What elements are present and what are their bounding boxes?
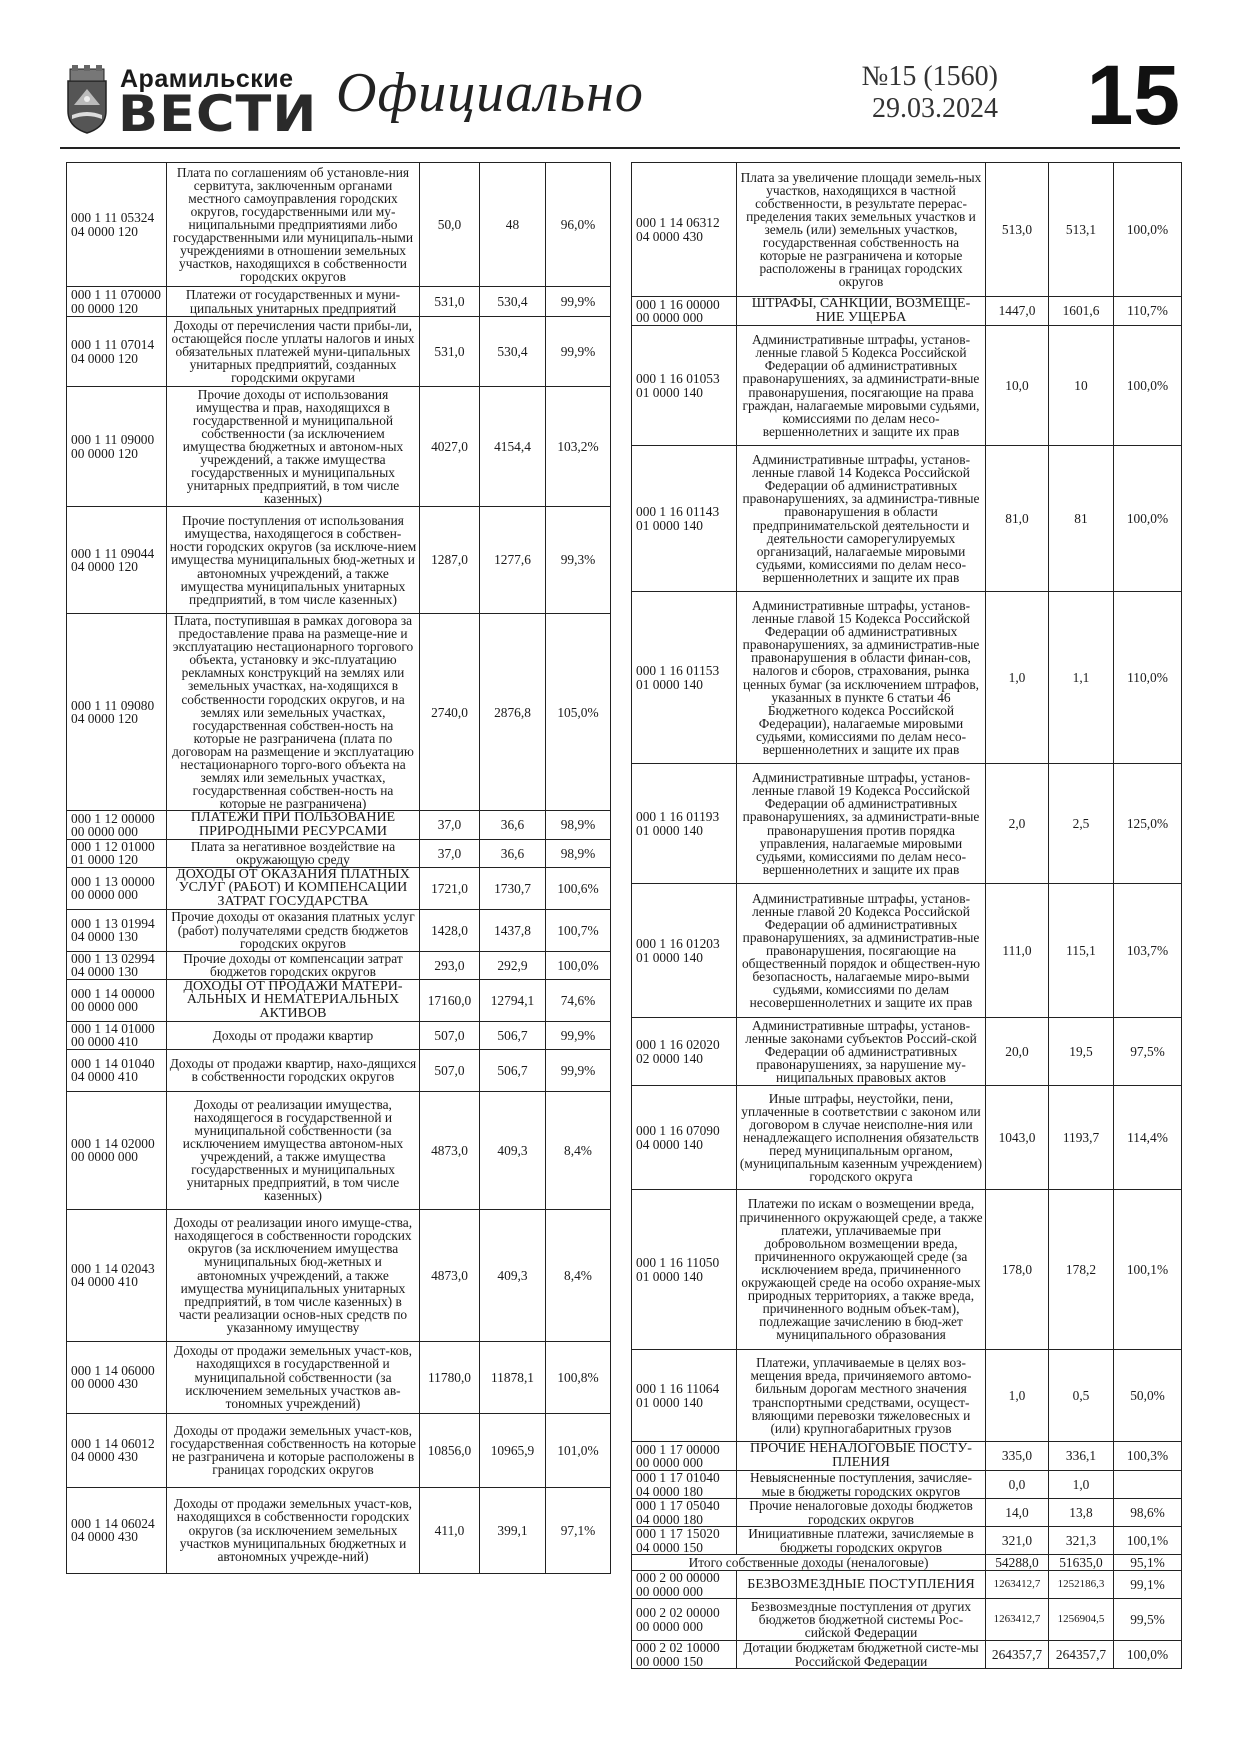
- execution-percent: 100,3%: [1114, 1442, 1182, 1471]
- table-row: [67, 507, 611, 614]
- budget-code: 000 1 17 00000 00 0000 000: [632, 1442, 737, 1471]
- table-row: [632, 764, 1182, 884]
- budget-code: 000 2 02 00000 00 0000 000: [632, 1599, 737, 1641]
- table-row: [67, 387, 611, 507]
- actual-amount: 1730,7: [480, 867, 546, 909]
- table-row: [632, 592, 1182, 764]
- budget-code: 000 1 16 01193 01 0000 140: [632, 764, 737, 884]
- revenue-description: Административные штрафы, установ-ленные законами субъектов Россий-ской Федерации об административных правонарушениях, за нарушение му-ниципальных правовых актов: [737, 1018, 986, 1086]
- table-row: [67, 1413, 611, 1487]
- planned-amount: 513,0: [986, 163, 1049, 297]
- execution-percent: 97,5%: [1114, 1018, 1182, 1086]
- header-divider: [60, 147, 1180, 149]
- revenue-description: Доходы от продажи квартир: [167, 1021, 420, 1049]
- planned-amount: 1428,0: [420, 909, 480, 951]
- revenue-description: ШТРАФЫ, САНКЦИИ, ВОЗМЕЩЕ-НИЕ УЩЕРБА: [737, 297, 986, 326]
- table-row: [67, 839, 611, 867]
- budget-code: 000 1 11 09080 04 0000 120: [67, 614, 167, 811]
- budget-code: 000 1 17 15020 04 0000 150: [632, 1527, 737, 1555]
- revenue-description: Инициативные платежи, зачисляемые в бюджеты городских округов: [737, 1527, 986, 1555]
- planned-amount: 1263412,7: [986, 1571, 1049, 1599]
- table-row: [67, 614, 611, 811]
- revenue-description: Административные штрафы, установ-ленные главой 5 Кодекса Российской Федерации об административных правонарушениях, за администрати-вные правонарушения, посягающие на права граждан, налагаемые мировыми судьями, комиссиями по делам несо-вершеннолетних и защите их прав: [737, 326, 986, 446]
- table-row: [67, 287, 611, 317]
- revenue-description: ПРОЧИЕ НЕНАЛОГОВЫЕ ПОСТУ-ПЛЕНИЯ: [737, 1442, 986, 1471]
- table-row: [67, 1091, 611, 1209]
- table-row: [67, 1021, 611, 1049]
- revenue-description: Доходы от перечисления части прибы-ли, остающейся после уплаты налогов и иных обязательных платежей муни-ципальных унитарных предприятий, созданных городскими округами: [167, 317, 420, 387]
- actual-amount: 2876,8: [480, 614, 546, 811]
- budget-code: 000 1 14 06024 04 0000 430: [67, 1487, 167, 1573]
- budget-code: 000 1 16 01203 01 0000 140: [632, 884, 737, 1018]
- execution-percent: 98,9%: [546, 839, 611, 867]
- budget-code: 000 1 12 01000 01 0000 120: [67, 839, 167, 867]
- budget-code: 000 1 17 05040 04 0000 180: [632, 1499, 737, 1527]
- revenue-description: Доходы от продажи земельных участ-ков, находящихся в собственности городских округов (за исключением земельных участков муниципальных бюджетных и автономных учрежде-ний): [167, 1487, 420, 1573]
- planned-amount: 54288,0: [986, 1555, 1049, 1571]
- planned-amount: 1,0: [986, 1350, 1049, 1442]
- actual-amount: 10965,9: [480, 1413, 546, 1487]
- budget-code: 000 1 11 09044 04 0000 120: [67, 507, 167, 614]
- table-row: [67, 951, 611, 979]
- revenue-description: Доходы от продажи квартир, нахо-дящихся в собственности городских округов: [167, 1049, 420, 1091]
- revenue-description: ДОХОДЫ ОТ ПРОДАЖИ МАТЕРИ-АЛЬНЫХ И НЕМАТЕРИАЛЬНЫХ АКТИВОВ: [167, 979, 420, 1021]
- table-row: [67, 867, 611, 909]
- planned-amount: 1287,0: [420, 507, 480, 614]
- actual-amount: 19,5: [1049, 1018, 1114, 1086]
- actual-amount: 178,2: [1049, 1190, 1114, 1350]
- revenue-description: Административные штрафы, установ-ленные главой 20 Кодекса Российской Федерации об административных правонарушениях, за административ-ные правонарушения, посягающие на общественный порядок и обществен-ную безопасность, налагаемые миро-выми судьями, комиссиями по делам несовершеннолетних и защите их прав: [737, 884, 986, 1018]
- planned-amount: 531,0: [420, 287, 480, 317]
- planned-amount: 11780,0: [420, 1341, 480, 1413]
- revenue-description: Доходы от продажи земельных участ-ков, государственная собственность на которые не разграничена и которые расположены в границах городских округов: [167, 1413, 420, 1487]
- budget-code: 000 1 14 02000 00 0000 000: [67, 1091, 167, 1209]
- actual-amount: 12794,1: [480, 979, 546, 1021]
- budget-code: 000 1 13 01994 04 0000 130: [67, 909, 167, 951]
- execution-percent: 99,9%: [546, 317, 611, 387]
- total-label: Итого собственные доходы (неналоговые): [632, 1555, 986, 1571]
- table-row: [632, 1018, 1182, 1086]
- budget-code: 000 1 16 00000 00 0000 000: [632, 297, 737, 326]
- issue-date: 29.03.2024: [872, 93, 998, 124]
- actual-amount: 409,3: [480, 1209, 546, 1341]
- planned-amount: 1263412,7: [986, 1599, 1049, 1641]
- actual-amount: 0,5: [1049, 1350, 1114, 1442]
- execution-percent: 100,1%: [1114, 1527, 1182, 1555]
- actual-amount: 336,1: [1049, 1442, 1114, 1471]
- execution-percent: 99,9%: [546, 287, 611, 317]
- revenue-description: Безвозмездные поступления от других бюджетов бюджетной системы Рос-сийской Федерации: [737, 1599, 986, 1641]
- actual-amount: 1252186,3: [1049, 1571, 1114, 1599]
- execution-percent: 114,4%: [1114, 1086, 1182, 1190]
- actual-amount: 530,4: [480, 287, 546, 317]
- table-row: [632, 1499, 1182, 1527]
- table-row: [67, 1209, 611, 1341]
- revenue-description: Иные штрафы, неустойки, пени, уплаченные в соответствии с законом или договором в случае неисполне-ния или ненадлежащего исполнения обязательств перед муниципальным органом, (муниципальным казенным учреждением) городского округа: [737, 1086, 986, 1190]
- table-row: [67, 1049, 611, 1091]
- planned-amount: 264357,7: [986, 1641, 1049, 1669]
- revenue-description: Плата по соглашениям об установле-ния сервитута, заключенным органами местного самоуправления городских округов, государственными или му-ниципальными предприятиями либо государственными или муниципаль-ными учреждениями в отношении земельных участков, находящихся в собственности городских округов: [167, 163, 420, 287]
- actual-amount: 292,9: [480, 951, 546, 979]
- execution-percent: 100,7%: [546, 909, 611, 951]
- actual-amount: 4154,4: [480, 387, 546, 507]
- budget-code: 000 1 14 01000 00 0000 410: [67, 1021, 167, 1049]
- planned-amount: 2,0: [986, 764, 1049, 884]
- table-row: [632, 446, 1182, 592]
- table-row: [632, 1571, 1182, 1599]
- actual-amount: 264357,7: [1049, 1641, 1114, 1669]
- execution-percent: 99,1%: [1114, 1571, 1182, 1599]
- table-row: [67, 909, 611, 951]
- budget-code: 000 1 16 11064 01 0000 140: [632, 1350, 737, 1442]
- execution-percent: 96,0%: [546, 163, 611, 287]
- execution-percent: 110,0%: [1114, 592, 1182, 764]
- planned-amount: 293,0: [420, 951, 480, 979]
- planned-amount: 1447,0: [986, 297, 1049, 326]
- table-row: [67, 811, 611, 839]
- revenue-description: ДОХОДЫ ОТ ОКАЗАНИЯ ПЛАТНЫХ УСЛУГ (РАБОТ) И КОМПЕНСАЦИИ ЗАТРАТ ГОСУДАРСТВА: [167, 867, 420, 909]
- planned-amount: 14,0: [986, 1499, 1049, 1527]
- planned-amount: 4873,0: [420, 1091, 480, 1209]
- planned-amount: 0,0: [986, 1471, 1049, 1499]
- table-row: [632, 1086, 1182, 1190]
- budget-code: 000 1 11 07014 04 0000 120: [67, 317, 167, 387]
- table-row: [67, 979, 611, 1021]
- budget-code: 000 1 14 02043 04 0000 410: [67, 1209, 167, 1341]
- actual-amount: 321,3: [1049, 1527, 1114, 1555]
- actual-amount: 11878,1: [480, 1341, 546, 1413]
- actual-amount: 36,6: [480, 811, 546, 839]
- planned-amount: 1721,0: [420, 867, 480, 909]
- table-row: [632, 1442, 1182, 1471]
- actual-amount: 399,1: [480, 1487, 546, 1573]
- execution-percent: 99,3%: [546, 507, 611, 614]
- table-row: [632, 1190, 1182, 1350]
- actual-amount: 13,8: [1049, 1499, 1114, 1527]
- budget-code: 000 1 14 06000 00 0000 430: [67, 1341, 167, 1413]
- table-row: [67, 317, 611, 387]
- execution-percent: 110,7%: [1114, 297, 1182, 326]
- revenue-description: Плата за увеличение площади земель-ных участков, находящихся в частной собственности, в результате перерас-пределения таких земельных участков и земель (или) земельных участков, государственная собственность на которые не разграничена и которые расположены в границах городских округов: [737, 163, 986, 297]
- coat-of-arms-icon: [64, 65, 110, 135]
- actual-amount: 1193,7: [1049, 1086, 1114, 1190]
- execution-percent: 98,6%: [1114, 1499, 1182, 1527]
- planned-amount: 4873,0: [420, 1209, 480, 1341]
- revenue-description: Дотации бюджетам бюджетной систе-мы Российской Федерации: [737, 1641, 986, 1669]
- revenue-description: Прочие доходы от оказания платных услуг (работ) получателями средств бюджетов городских округов: [167, 909, 420, 951]
- logo-main-text: ВЕСТИ: [118, 85, 318, 143]
- planned-amount: 17160,0: [420, 979, 480, 1021]
- revenue-description: Плата за негативное воздействие на окружающую среду: [167, 839, 420, 867]
- execution-percent: 74,6%: [546, 979, 611, 1021]
- revenue-description: ПЛАТЕЖИ ПРИ ПОЛЬЗОВАНИЕ ПРИРОДНЫМИ РЕСУРСАМИ: [167, 811, 420, 839]
- revenue-description: Невыясненные поступления, зачисляе-мые в бюджеты городских округов: [737, 1471, 986, 1499]
- execution-percent: 103,7%: [1114, 884, 1182, 1018]
- actual-amount: 1,0: [1049, 1471, 1114, 1499]
- revenue-description: Платежи, уплачиваемые в целях воз-мещения вреда, причиняемого автомо-бильным дорогам местного значения транспортными средствами, осущест-вляющими перевозки тяжеловесных и (или) крупногабаритных грузов: [737, 1350, 986, 1442]
- budget-code: 000 2 00 00000 00 0000 000: [632, 1571, 737, 1599]
- execution-percent: [1114, 1471, 1182, 1499]
- revenue-description: Доходы от реализации имущества, находящегося в государственной и муниципальной собственности (за исключением имущества автоном-ных учреждений, а также имущества государственных и муниципальных унитарных предприятий, в том числе казенных): [167, 1091, 420, 1209]
- issue-number: №15 (1560): [861, 61, 998, 92]
- actual-amount: 10: [1049, 326, 1114, 446]
- budget-code: 000 1 16 01153 01 0000 140: [632, 592, 737, 764]
- revenue-description: Платежи от государственных и муни-ципальных унитарных предприятий: [167, 287, 420, 317]
- execution-percent: 100,0%: [1114, 1641, 1182, 1669]
- planned-amount: 411,0: [420, 1487, 480, 1573]
- budget-code: 000 1 16 01053 01 0000 140: [632, 326, 737, 446]
- table-row: [67, 163, 611, 287]
- actual-amount: 513,1: [1049, 163, 1114, 297]
- execution-percent: 8,4%: [546, 1091, 611, 1209]
- execution-percent: 99,5%: [1114, 1599, 1182, 1641]
- table-row: [632, 1350, 1182, 1442]
- actual-amount: 1,1: [1049, 592, 1114, 764]
- budget-code: 000 1 11 09000 00 0000 120: [67, 387, 167, 507]
- revenue-description: БЕЗВОЗМЕЗДНЫЕ ПОСТУПЛЕНИЯ: [737, 1571, 986, 1599]
- actual-amount: 1601,6: [1049, 297, 1114, 326]
- revenue-description: Доходы от реализации иного имуще-ства, находящегося в собственности городских округов (за исключением имущества муниципальных бюд-жетных и автономных учреждений, а также имущества муниципальных унитарных предприятий, в том числе казенных) в части реализации основ-ных средств по указанному имуществу: [167, 1209, 420, 1341]
- execution-percent: 95,1%: [1114, 1555, 1182, 1571]
- table-total-row: [632, 1555, 1182, 1571]
- revenue-description: Доходы от продажи земельных участ-ков, находящихся в государственной и муниципальной собственности (за исключением земельных участков ав-тономных учреждений): [167, 1341, 420, 1413]
- revenue-table-left: [66, 162, 611, 1574]
- budget-code: 000 1 11 070000 00 0000 120: [67, 287, 167, 317]
- actual-amount: 506,7: [480, 1021, 546, 1049]
- actual-amount: 409,3: [480, 1091, 546, 1209]
- budget-code: 000 1 14 00000 00 0000 000: [67, 979, 167, 1021]
- planned-amount: 37,0: [420, 811, 480, 839]
- planned-amount: 81,0: [986, 446, 1049, 592]
- actual-amount: 81: [1049, 446, 1114, 592]
- execution-percent: 100,0%: [1114, 163, 1182, 297]
- execution-percent: 50,0%: [1114, 1350, 1182, 1442]
- planned-amount: 1,0: [986, 592, 1049, 764]
- execution-percent: 97,1%: [546, 1487, 611, 1573]
- budget-code: 000 1 11 05324 04 0000 120: [67, 163, 167, 287]
- actual-amount: 1256904,5: [1049, 1599, 1114, 1641]
- budget-code: 000 1 16 01143 01 0000 140: [632, 446, 737, 592]
- planned-amount: 37,0: [420, 839, 480, 867]
- planned-amount: 321,0: [986, 1527, 1049, 1555]
- execution-percent: 100,6%: [546, 867, 611, 909]
- budget-code: 000 1 16 11050 01 0000 140: [632, 1190, 737, 1350]
- budget-code: 000 1 16 02020 02 0000 140: [632, 1018, 737, 1086]
- planned-amount: 111,0: [986, 884, 1049, 1018]
- revenue-description: Административные штрафы, установ-ленные главой 15 Кодекса Российской Федерации об административных правонарушениях, за административ-ные правонарушения в области финан-сов, налогов и сборов, страхования, рынка ценных бумаг (за исключением штрафов, указанных в пункте 6 статьи 46 Бюджетного кодекса Российской Федерации), налагаемые мировыми судьями, комиссиями по делам несо-вершеннолетних и защите их прав: [737, 592, 986, 764]
- execution-percent: 100,1%: [1114, 1190, 1182, 1350]
- table-row: [632, 163, 1182, 297]
- actual-amount: 506,7: [480, 1049, 546, 1091]
- execution-percent: 125,0%: [1114, 764, 1182, 884]
- table-row: [632, 326, 1182, 446]
- planned-amount: 4027,0: [420, 387, 480, 507]
- budget-code: 000 2 02 10000 00 0000 150: [632, 1641, 737, 1669]
- budget-code: 000 1 12 00000 00 0000 000: [67, 811, 167, 839]
- revenue-description: Платежи по искам о возмещении вреда, причиненного окружающей среде, а также платежи, уплачиваемые при добровольном возмещении вреда, причиненного окружающей среде (за исключением вреда, причиненного окружающей среде на особо охраняе-мых природных территориях, а также вреда, причиненного водным объек-там), подлежащие зачислению в бюд-жет муниципального образования: [737, 1190, 986, 1350]
- execution-percent: 101,0%: [546, 1413, 611, 1487]
- planned-amount: 335,0: [986, 1442, 1049, 1471]
- budget-code: 000 1 17 01040 04 0000 180: [632, 1471, 737, 1499]
- revenue-description: Прочие доходы от компенсации затрат бюджетов городских округов: [167, 951, 420, 979]
- table-row: [632, 297, 1182, 326]
- page-number: 15: [1086, 48, 1180, 142]
- budget-code: 000 1 16 07090 04 0000 140: [632, 1086, 737, 1190]
- newspaper-logo: [60, 61, 318, 143]
- table-row: [632, 1599, 1182, 1641]
- revenue-description: Прочие доходы от использования имущества и прав, находящихся в государственной и муниципальной собственности (за исключением имущества бюджетных и автоном-ных учреждений, а также имущества государственных и муниципальных унитарных предприятий, в том числе казенных): [167, 387, 420, 507]
- revenue-description: Административные штрафы, установ-ленные главой 19 Кодекса Российской Федерации об административных правонарушениях, за администрати-вные правонарушения против порядка управления, налагаемые мировыми судьями, комиссиями по делам несо-вершеннолетних и защите их прав: [737, 764, 986, 884]
- table-row: [67, 1487, 611, 1573]
- masthead: [60, 48, 1180, 145]
- planned-amount: 10,0: [986, 326, 1049, 446]
- logo-top-text: Арамильские: [120, 65, 294, 93]
- planned-amount: 10856,0: [420, 1413, 480, 1487]
- actual-amount: 530,4: [480, 317, 546, 387]
- planned-amount: 178,0: [986, 1190, 1049, 1350]
- execution-percent: 100,0%: [1114, 326, 1182, 446]
- budget-code: 000 1 14 01040 04 0000 410: [67, 1049, 167, 1091]
- right-column: [631, 162, 1181, 1669]
- budget-code: 000 1 14 06012 04 0000 430: [67, 1413, 167, 1487]
- execution-percent: 98,9%: [546, 811, 611, 839]
- execution-percent: 99,9%: [546, 1049, 611, 1091]
- left-column: [66, 162, 610, 1574]
- execution-percent: 99,9%: [546, 1021, 611, 1049]
- section-title: Официально: [336, 62, 644, 124]
- planned-amount: 507,0: [420, 1021, 480, 1049]
- planned-amount: 531,0: [420, 317, 480, 387]
- planned-amount: 507,0: [420, 1049, 480, 1091]
- actual-amount: 115,1: [1049, 884, 1114, 1018]
- planned-amount: 20,0: [986, 1018, 1049, 1086]
- execution-percent: 100,0%: [546, 951, 611, 979]
- actual-amount: 51635,0: [1049, 1555, 1114, 1571]
- budget-code: 000 1 13 02994 04 0000 130: [67, 951, 167, 979]
- actual-amount: 36,6: [480, 839, 546, 867]
- actual-amount: 2,5: [1049, 764, 1114, 884]
- table-row: [632, 1527, 1182, 1555]
- planned-amount: 1043,0: [986, 1086, 1049, 1190]
- revenue-description: Прочие неналоговые доходы бюджетов городских округов: [737, 1499, 986, 1527]
- execution-percent: 100,8%: [546, 1341, 611, 1413]
- budget-code: 000 1 14 06312 04 0000 430: [632, 163, 737, 297]
- revenue-table-right: [631, 162, 1182, 1669]
- issue-info: [862, 61, 998, 125]
- execution-percent: 100,0%: [1114, 446, 1182, 592]
- planned-amount: 50,0: [420, 163, 480, 287]
- budget-code: 000 1 13 00000 00 0000 000: [67, 867, 167, 909]
- actual-amount: 1437,8: [480, 909, 546, 951]
- table-row: [632, 1471, 1182, 1499]
- execution-percent: 105,0%: [546, 614, 611, 811]
- table-row: [632, 884, 1182, 1018]
- table-row: [632, 1641, 1182, 1669]
- execution-percent: 8,4%: [546, 1209, 611, 1341]
- planned-amount: 2740,0: [420, 614, 480, 811]
- execution-percent: 103,2%: [546, 387, 611, 507]
- table-row: [67, 1341, 611, 1413]
- revenue-description: Плата, поступившая в рамках договора за предоставление права на размеще-ние и эксплуатацию нестационарного торгового объекта, установку и экс-плуатацию рекламных конструкций на землях или земельных участках, на-ходящихся в собственности городских округов, и на землях или земельных участках, государственная собствен-ность на которые не разграничена (плата по договорам на размещение и эксплуатацию нестационарного торго-вого объекта на землях или земельных участках, государственная собствен-ность на которые не разграничена): [167, 614, 420, 811]
- revenue-description: Прочие поступления от использования имущества, находящегося в собствен-ности городских округов (за исключе-нием имущества муниципальных бюд-жетных и автономных учреждений, а также имущества муниципальных унитарных предприятий, в том числе казенных): [167, 507, 420, 614]
- actual-amount: 1277,6: [480, 507, 546, 614]
- actual-amount: 48: [480, 163, 546, 287]
- revenue-description: Административные штрафы, установ-ленные главой 14 Кодекса Российской Федерации об административных правонарушениях, за администра-тивные правонарушения в области предпринимательской деятельности и деятельности саморегулируемых организаций, налагаемые мировыми судьями, комиссиями по делам несо-вершеннолетних и защите их прав: [737, 446, 986, 592]
